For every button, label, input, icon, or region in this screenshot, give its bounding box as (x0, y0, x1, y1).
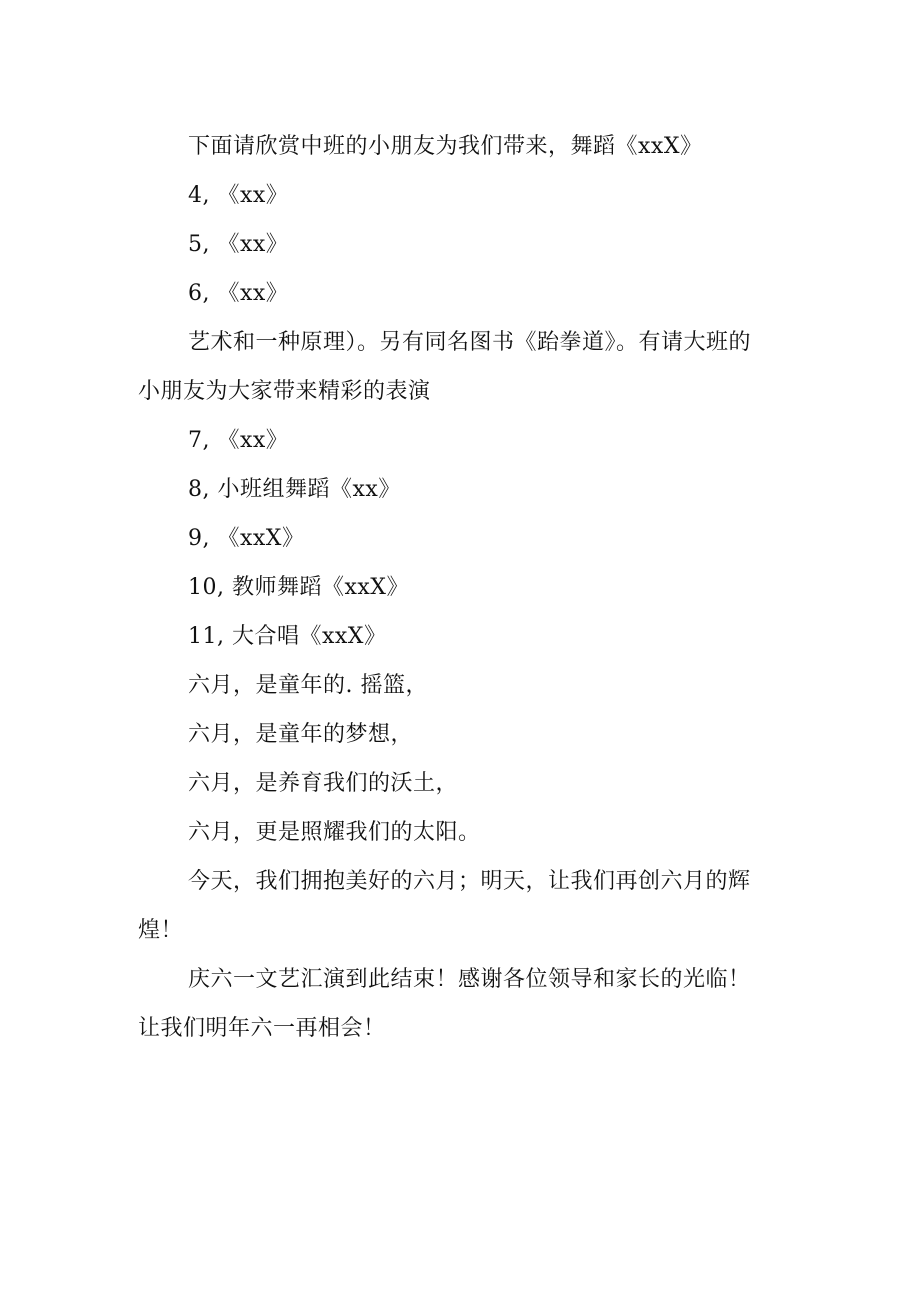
paragraph-line: 9, 《xxX》 (188, 526, 305, 551)
paragraph-line: 下面请欣赏中班的小朋友为我们带来，舞蹈《xxX》 (188, 134, 703, 159)
paragraph-line: 六月，更是照耀我们的太阳。 (188, 820, 481, 845)
paragraph-line: 8, 小班组舞蹈《xx》 (188, 477, 401, 502)
paragraph-line: 六月，是童年的. 摇篮， (188, 673, 428, 698)
paragraph-line: 7, 《xx》 (188, 428, 289, 453)
paragraph-line: 煌！ (138, 918, 184, 943)
paragraph-line: 庆六一文艺汇演到此结束！感谢各位领导和家长的光临！ (188, 967, 751, 992)
paragraph-line: 5, 《xx》 (188, 232, 289, 257)
paragraph-line: 让我们明年六一再相会！ (138, 1016, 386, 1041)
paragraph-line: 10, 教师舞蹈《xxX》 (188, 575, 409, 600)
document-body (138, 126, 798, 1057)
paragraph-line: 艺术和一种原理）。另有同名图书《跆拳道》。有请大班的 (188, 330, 752, 355)
paragraph-line: 今天，我们拥抱美好的六月；明天，让我们再创六月的辉 (188, 869, 751, 894)
paragraph-line: 六月，是童年的梦想， (188, 722, 414, 747)
paragraph-line: 11, 大合唱《xxX》 (188, 624, 387, 649)
paragraph-line: 六月，是养育我们的沃土， (188, 771, 459, 796)
paragraph-line: 小朋友为大家带来精彩的表演 (138, 379, 431, 404)
paragraph-line: 6, 《xx》 (188, 281, 289, 306)
paragraph-line: 4, 《xx》 (188, 183, 289, 208)
